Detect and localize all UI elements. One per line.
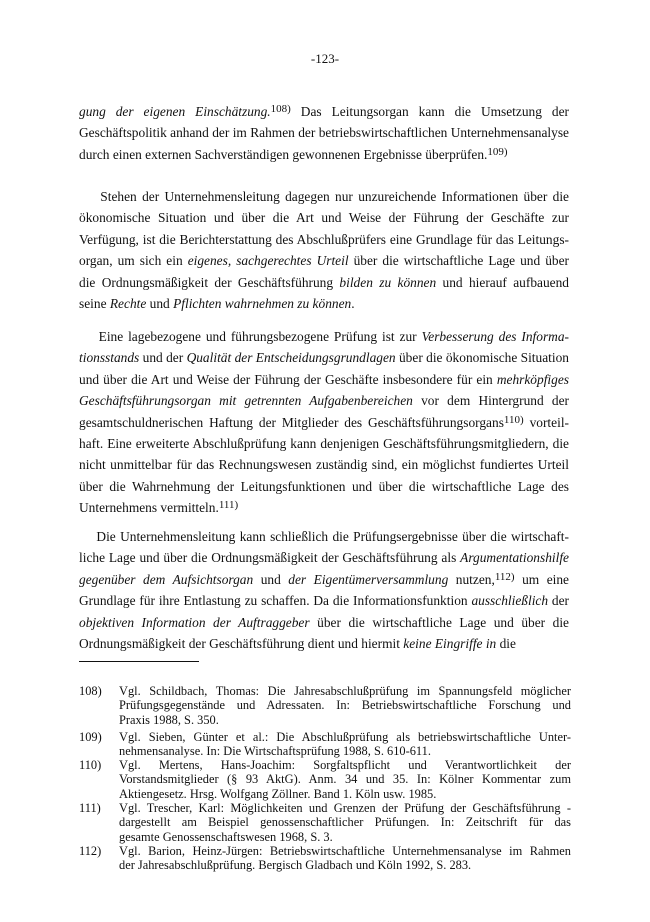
text-run: seine [79, 296, 110, 312]
footnote-text [119, 758, 571, 801]
text-line [79, 454, 569, 475]
emphasis-text: eigenes, sachgerechtes Urteil [187, 253, 349, 269]
text-run: vor dem Hintergrund der [412, 393, 570, 409]
text-run: Grundlage für ihre Entlastung zu schaffen. Da die Informationsfunktion [79, 593, 472, 609]
emphasis-text: Rechte [109, 296, 147, 312]
emphasis-text: mehrköpfiges [496, 371, 569, 387]
text-run: haft. Eine erweiterte Abschlußprüfung kann denjenigen Geschäftsführungsmitgliedern, die [79, 436, 569, 452]
text-line [79, 412, 569, 433]
text-run: und hierauf aufbauend [436, 274, 569, 290]
text-line [79, 186, 569, 207]
text-line [79, 293, 569, 314]
footnote-ref: 109) [487, 145, 508, 158]
footnote-line: Aktiengesetz. Hrsg. Wolfgang Zöllner. Band 1. Köln usw. 1985. [119, 786, 437, 801]
emphasis-text: tionsstands [79, 350, 140, 366]
text-line [79, 526, 569, 547]
text-run: und [253, 571, 289, 587]
footnote-text [119, 801, 571, 844]
footnote-text [119, 844, 571, 873]
text-line [79, 369, 569, 390]
footnote-line: Praxis 1988, S. 350. [119, 712, 219, 727]
text-run: gesamtschuldnerischen Haftung der Mitglieder des Geschäftsführungsorgans [79, 414, 504, 430]
footnote-line: der Jahresabschlußprüfung. Bergisch Gladbach und Köln 1992, S. 283. [119, 858, 472, 873]
text-run: über die wirtschaftliche Lage und über [348, 253, 569, 269]
footnote-ref: 112) [494, 570, 515, 583]
page-number: -123- [310, 51, 340, 66]
text-run: die [496, 636, 516, 652]
text-run: Ordnungsmäßigkeit der Geschäftsführung dient und hiermit [79, 636, 404, 652]
text-run: die Ordnungsmäßigkeit der Geschäftsführung [79, 274, 340, 290]
text-line [79, 101, 569, 122]
footnote-line: Prüfungsgegenstände und Adressaten. In: Betriebswirtschaftliche Forschung und [119, 698, 571, 713]
footnote-line: Vgl. Trescher, Karl: Möglichkeiten und Grenzen der Prüfung der Geschäftsführung - [119, 801, 571, 815]
emphasis-text: gegenüber dem Aufsichtsorgan [79, 571, 254, 587]
emphasis-text: objektiven Information der Auftraggeber [79, 614, 310, 630]
text-line [79, 633, 569, 654]
footnote-ref: 110) [503, 413, 524, 426]
text-run: und der [139, 350, 187, 366]
text-run: Das Leitungsorgan kann die Umsetzung der [290, 104, 569, 119]
footnote-line: Vgl. Mertens, Hans-Joachim: Sorgfaltspflicht und Verantwortlichkeit der [119, 758, 571, 772]
emphasis-text: Pflichten wahrnehmen zu können [173, 296, 352, 312]
paragraph-4 [79, 526, 569, 654]
footnote-text [119, 730, 571, 759]
text-run: über die Wahrnehmung der Leitungsfunktionen und über die wirtschaftliche Lage des [79, 478, 569, 494]
emphasis-text: Argumentationshilfe [460, 550, 569, 566]
footnote-line: Vgl. Sieben, Günter et al.: Die Abschlußprüfung als betriebswirtschaftliche Unter- [119, 730, 571, 744]
emphasis-text: keine Eingriffe in [403, 636, 497, 652]
footnote-number: 109) [79, 730, 102, 744]
emphasis-text: Geschäftsführungsorgan mit getrennten Aufgabenbereichen [79, 393, 413, 409]
emphasis-text: Qualität der Entscheidungsgrundlagen [186, 350, 396, 366]
footnote-line: dargestellt am Beispiel genossenschaftlicher Prüfungen. In: Zeitschrift für das [119, 815, 571, 830]
text-run: vorteil- [523, 414, 570, 430]
emphasis-text: bilden zu können [339, 274, 437, 290]
footnote-number: 111) [79, 801, 101, 815]
text-run: Eine lagebezogene und führungsbezogene Prüfung ist zur [79, 329, 422, 344]
text-line [79, 547, 569, 568]
text-run: und [146, 296, 174, 312]
text-run: der [548, 593, 570, 609]
footnote-111 [79, 801, 571, 844]
footnote-number: 110) [79, 758, 102, 772]
text-run: nicht unmittelbar für das Rechnungswesen zuständig sind, ein möglichst fundiertes Urteil [79, 457, 569, 473]
text-line [79, 390, 569, 411]
text-line [79, 207, 569, 228]
footnote-109 [79, 730, 571, 759]
text-run: nutzen, [448, 571, 495, 587]
footnote-line: nehmensanalyse. In: Die Wirtschaftsprüfung 1988, S. 610-611. [119, 744, 431, 759]
text-line [79, 612, 569, 633]
text-line [79, 433, 569, 454]
text-line [79, 569, 569, 590]
text-run: liche Lage und über die Ordnungsmäßigkeit der Geschäftsführung als [79, 550, 461, 566]
text-line [79, 326, 569, 347]
text-run: organ, um sich ein [79, 253, 188, 269]
footnote-108 [79, 684, 571, 727]
footnote-line: Vgl. Schildbach, Thomas: Die Jahresabschlußprüfung im Spannungsfeld möglicher [119, 684, 571, 698]
text-line [79, 144, 569, 165]
text-run: Die Unternehmensleitung kann schließlich die Prüfungsergebnisse über die wirtschaft- [79, 529, 569, 544]
text-line [79, 590, 569, 611]
footnote-number: 112) [79, 844, 102, 858]
text-run: und über die Art und Weise der Führung der Geschäfte insbesondere für ein [79, 371, 497, 387]
paragraph-1 [79, 101, 569, 165]
text-run: durch einen externen Sachverständigen gewonnenen Ergebnisse überprüfen. [79, 146, 488, 162]
footnote-ref: 111) [218, 499, 239, 512]
text-line [79, 347, 569, 368]
footnote-line: gesamte Genossenschaftswesen 1968, S. 3. [119, 829, 333, 844]
footnote-110 [79, 758, 571, 801]
emphasis-text: Verbesserung des Informa- [421, 329, 569, 344]
footnote-ref: 108) [270, 103, 291, 115]
footnote-divider [79, 661, 199, 662]
text-run: . [351, 296, 355, 312]
text-run: Geschäftspolitik anhand der im Rahmen der betriebswirtschaftlichen Unternehmensanalyse [79, 125, 569, 141]
text-run: über die ökonomische Situation [395, 350, 569, 366]
paragraph-3 [79, 326, 569, 519]
text-line [79, 476, 569, 497]
text-run: ökonomische Situation und über die Art und Weise der Führung der Geschäfte zur [79, 210, 569, 226]
text-line [79, 497, 569, 518]
text-line [79, 272, 569, 293]
text-run: um eine [514, 571, 569, 587]
emphasis-text: der Eigentümerversammlung [288, 571, 449, 587]
footnote-112 [79, 844, 571, 873]
footnote-line: Vgl. Barion, Heinz-Jürgen: Betriebswirtschaftliche Unternehmensanalyse im Rahmen [119, 844, 571, 858]
emphasis-text: ausschließlich [471, 593, 549, 609]
text-run: über die wirtschaftliche Lage und über die [309, 614, 569, 630]
text-run: Verfügung, ist die Berichterstattung des Abschlußprüfers eine Grundlage für das Leitungs- [79, 231, 569, 247]
footnote-line: Vorstandsmitglieder (§ 93 AktG). Anm. 34 und 35. In: Kölner Kommentar zum [119, 772, 571, 787]
paragraph-2 [79, 186, 569, 314]
footnote-text [119, 684, 571, 727]
text-run: Unternehmens vermitteln. [79, 500, 219, 516]
text-line [79, 250, 569, 271]
text-line [79, 122, 569, 143]
text-run: Stehen der Unternehmensleitung dagegen nur unzureichende Informationen über die [79, 189, 569, 204]
text-line [79, 229, 569, 250]
footnote-number: 108) [79, 684, 102, 698]
emphasis-text: gung der eigenen Einschätzung. [79, 104, 271, 119]
